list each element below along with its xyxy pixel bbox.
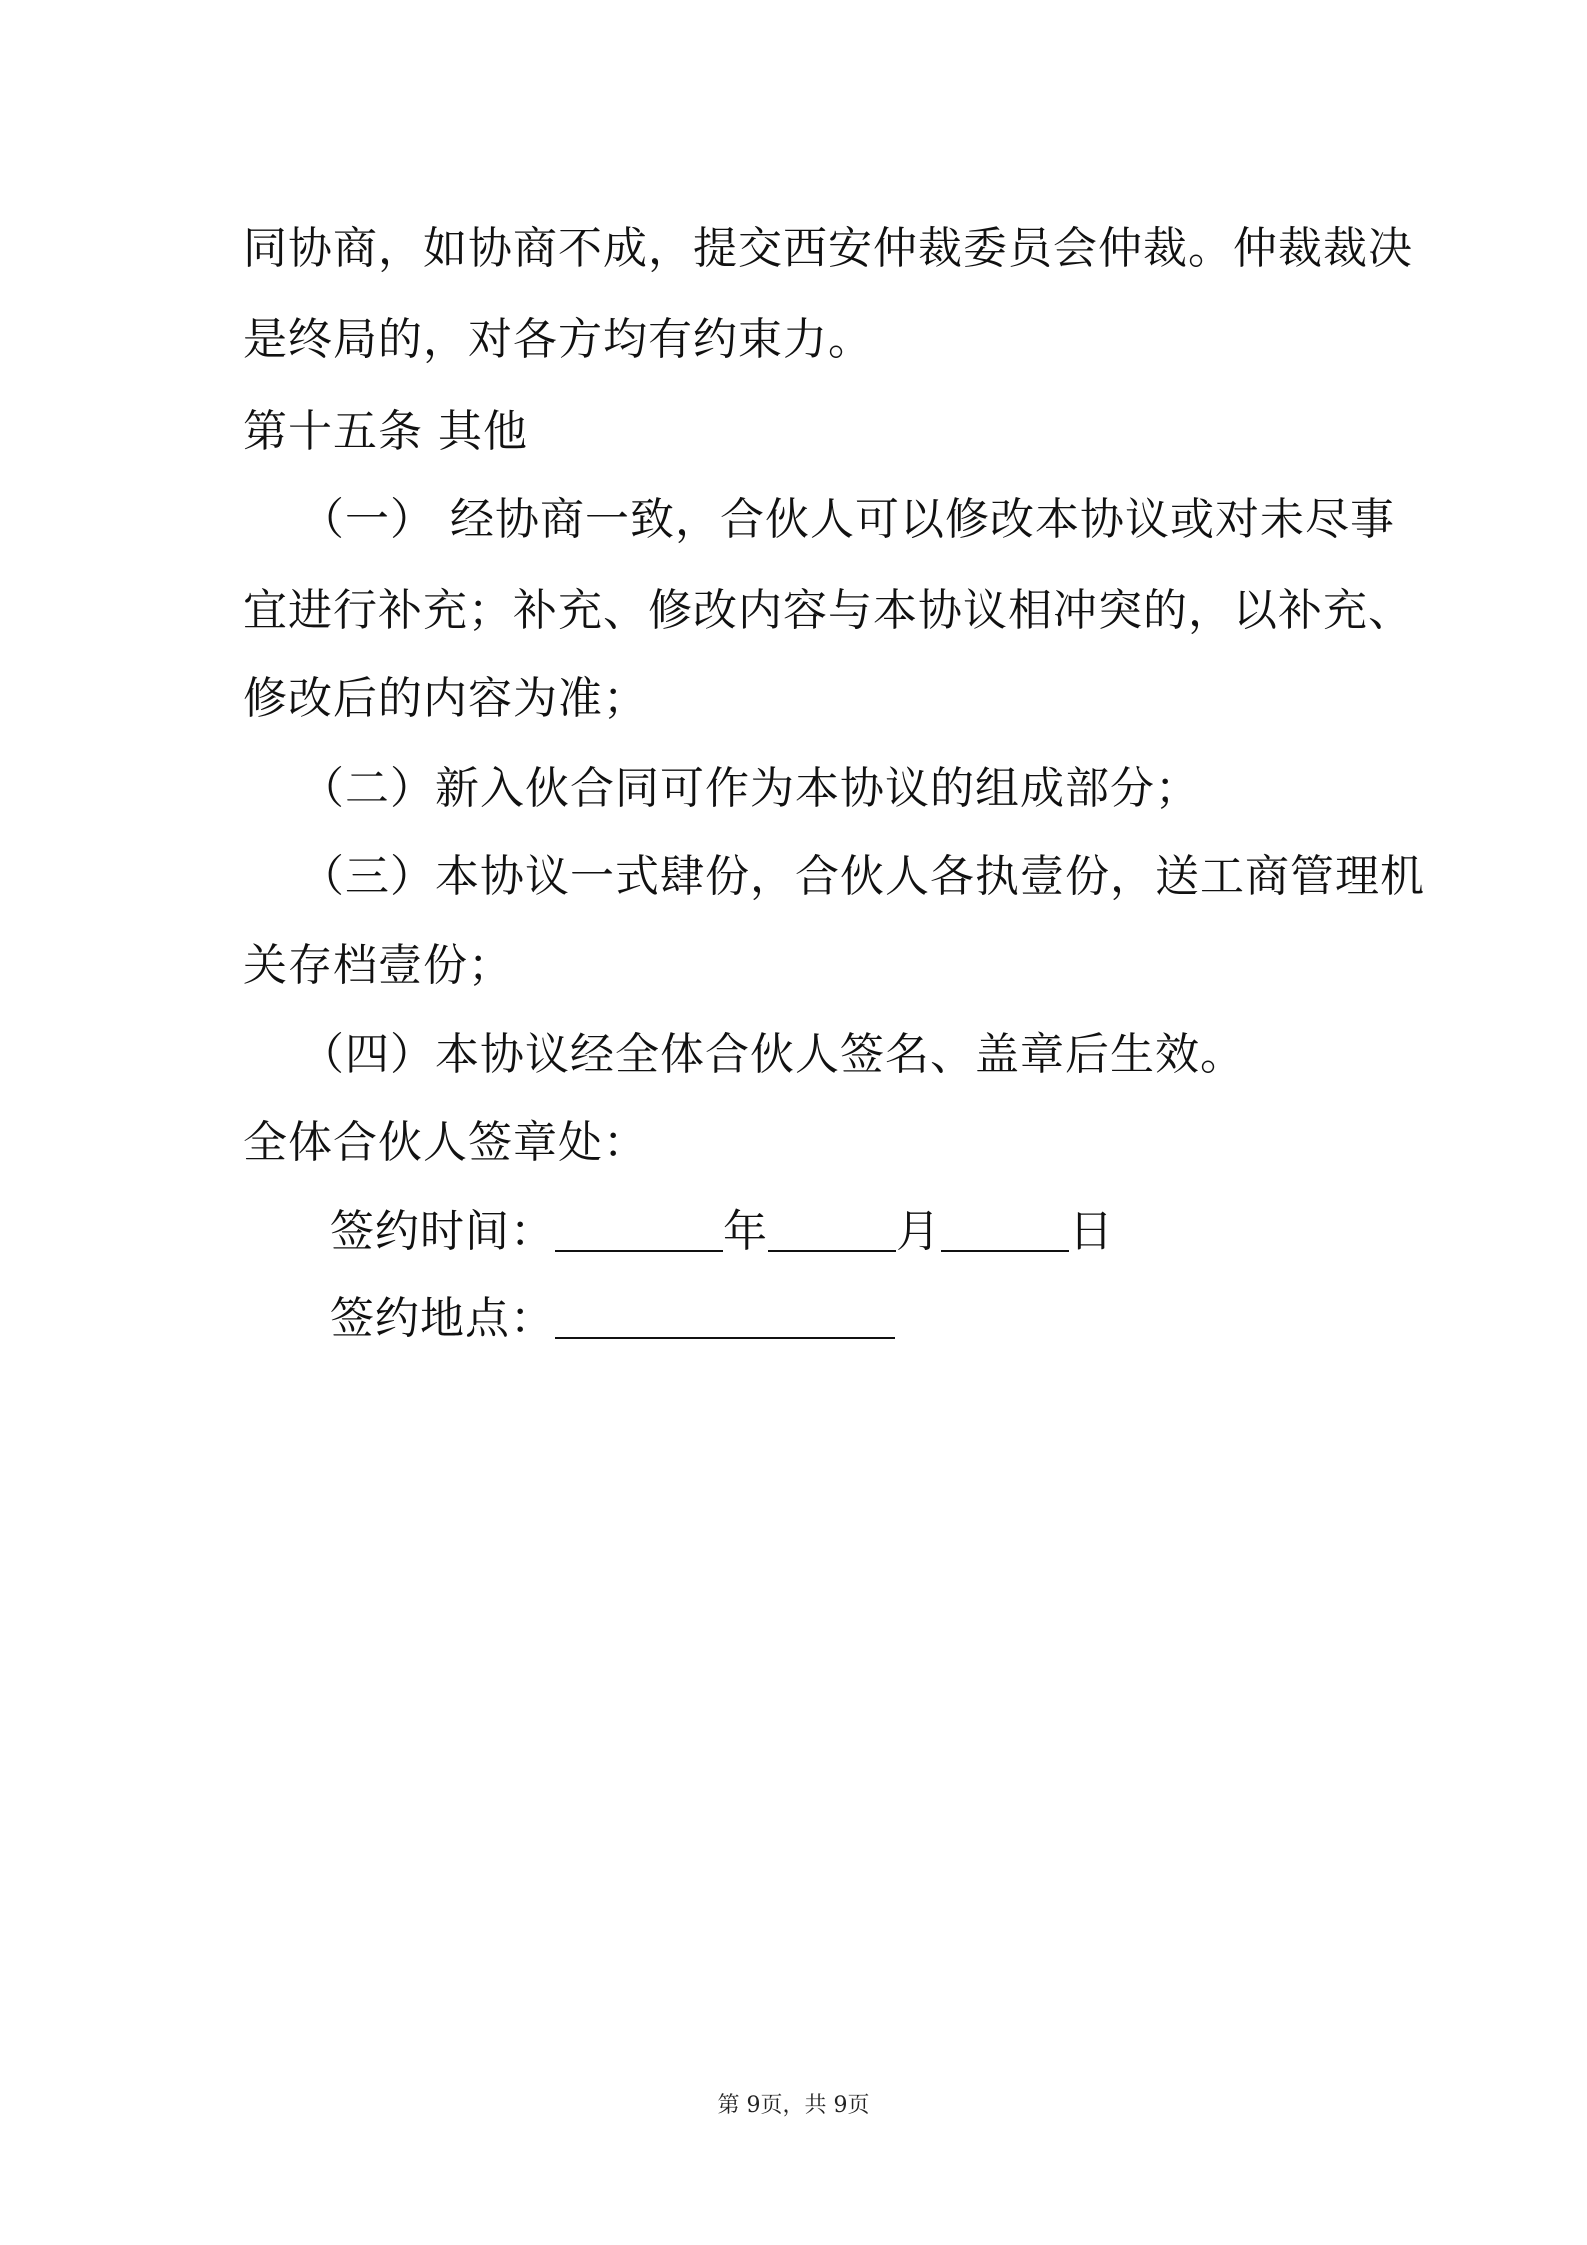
paragraph-line: 是终局的，对各方均有约束力。 (243, 314, 873, 365)
section-heading: 第十五条 其他 (243, 406, 528, 457)
sign-time-row (330, 1206, 1114, 1257)
month-label: 月 (896, 1206, 941, 1257)
sign-place-row (330, 1293, 895, 1344)
clause-1-line: （一） 经协商一致，合伙人可以修改本协议或对未尽事 (300, 494, 1395, 545)
clause-1-line: 宜进行补充；补充、修改内容与本协议相冲突的，以补充、 (243, 585, 1413, 636)
clause-3-line: 关存档壹份； (243, 940, 513, 991)
place-blank[interactable] (555, 1301, 895, 1339)
paragraph-line: 同协商，如协商不成，提交西安仲裁委员会仲裁。仲裁裁决 (243, 223, 1413, 274)
page-footer: 第 9页，共 9页 (717, 2093, 870, 2118)
clause-1-line: 修改后的内容为准； (243, 673, 648, 724)
year-label: 年 (723, 1206, 768, 1257)
signature-heading: 全体合伙人签章处： (243, 1117, 648, 1168)
sign-time-label: 签约时间： (330, 1206, 555, 1257)
month-blank[interactable] (768, 1214, 896, 1252)
sign-place-label: 签约地点： (330, 1293, 555, 1344)
clause-3-line: （三）本协议一式肆份，合伙人各执壹份，送工商管理机 (300, 851, 1425, 902)
clause-4-line: （四）本协议经全体合伙人签名、盖章后生效。 (300, 1029, 1245, 1080)
clause-2-line: （二）新入伙合同可作为本协议的组成部分； (300, 763, 1200, 814)
year-blank[interactable] (555, 1214, 723, 1252)
day-label: 日 (1069, 1206, 1114, 1257)
day-blank[interactable] (941, 1214, 1069, 1252)
